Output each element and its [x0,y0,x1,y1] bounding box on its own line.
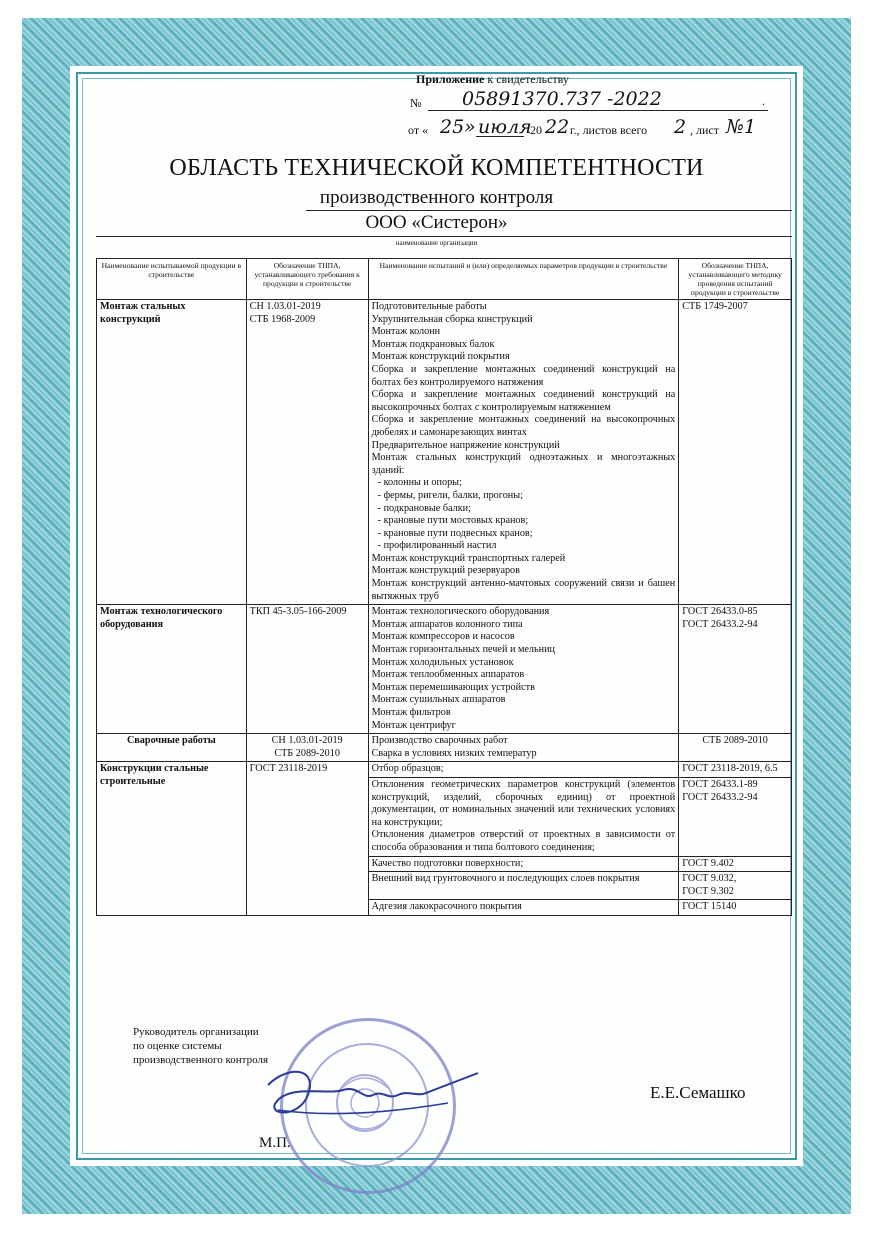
page-title: ОБЛАСТЬ ТЕХНИЧЕСКОЙ КОМПЕТЕНТНОСТИ [169,155,704,181]
role-line: Руководитель организации [133,1026,259,1038]
product-cell: Конструкции стальные строительные [97,762,247,916]
product-cell: Монтаж стальных конструкций [97,300,247,605]
role-line: по оценке системы [133,1040,222,1052]
month-underline [476,136,524,137]
method-item: ГОСТ 26433.1-89 [682,778,758,790]
tnpa-cell: ТКП 45-3.05-166-2009 [246,605,368,734]
test-item: Монтаж горизонтальных печей и мельниц [371,644,556,656]
test-item: Подготовительные работы [371,301,487,312]
date-from: от « [408,123,429,137]
certificate-number: 05891370.737 -2022 [462,88,662,110]
appendix-rest: к свидетельству [487,72,569,86]
tnpa-item: СТБ 1968-2009 [249,313,316,325]
tests-cell [368,300,679,605]
tests-cell [368,605,679,734]
test-item: Монтаж технологического оборудования [371,606,550,618]
test-item: - крановые пути подвесных кранов; [377,527,533,539]
test-item: Монтаж холодильных установок [371,656,514,668]
test-item: Монтаж компрессоров и насосов [371,631,515,643]
sheet-number: №1 [726,116,757,138]
sheet-label: , лист [690,123,719,137]
organization-name: ООО «Систерон» [365,212,508,233]
test-item: Монтаж конструкций транспортных галерей [371,552,566,564]
year-tail: г., листов всего [570,123,648,137]
test-item: Монтаж конструкций резервуаров [371,565,520,577]
tnpa-cell [246,300,368,605]
methods-cell: ГОСТ 9.402 [679,856,792,872]
year-prefix: 20 [530,123,542,137]
test-item: Сварка в условиях низких температур [371,747,537,759]
test-item: Предварительное напряжение конструкций [371,439,560,451]
test-item: Сборка и закрепление монтажных соединений на высокопрочных дюбелях и самонарезающих винтах [371,414,676,438]
organization-caption: наименование организации [395,239,478,247]
table-header-row [97,259,792,300]
test-item: Монтаж фильтров [371,707,451,718]
test-item: Монтаж стальных конструкций одноэтажных и многоэтажных зданий: [371,452,676,476]
number-sign: № [410,96,422,110]
table-row [97,762,792,778]
number-end: . [762,94,765,108]
test-item: Монтаж колонн [371,326,441,338]
test-item: - колонны и опоры; [377,477,462,489]
test-item: Производство сварочных работ [371,735,508,747]
competence-table [96,258,792,916]
method-item: ГОСТ 26433.2-94 [682,791,758,803]
test-item: Сборка и закрепление монтажных соединений конструкций на высокопрочных болтах с контролируемым натяжением [371,389,676,413]
test-item: Монтаж конструкций покрытия [371,351,510,363]
role-line: производственного контроля [133,1054,268,1066]
test-item: Монтаж подкрановых балок [371,338,495,350]
test-item: Монтаж центрифуг [371,719,456,731]
method-item: ГОСТ 26433.2-94 [682,618,758,630]
methods-cell: СТБ 1749-2007 [679,300,792,605]
method-item: ГОСТ 9.032, [682,873,737,885]
date-day: 25 [440,116,465,138]
tests-cell: Отбор образцов; [368,762,679,778]
test-item: - подкрановые балки; [377,502,471,514]
tests-cell: Качество подготовки поверхности; [368,856,679,872]
tests-cell [368,777,679,856]
test-item: - фермы, ригели, балки, прогоны; [377,489,523,501]
method-item: ГОСТ 26433.0-85 [682,606,758,618]
tnpa-cell: ГОСТ 23118-2019 [246,762,368,916]
handwritten-signature [248,1055,498,1145]
tnpa-item: СН 1.03.01-2019 [271,735,343,747]
methods-cell: ГОСТ 23118-2019, 6.5 [679,762,792,778]
header-tnpa: Обозначение ТНПА, устанавливающего требования к продукции в строительстве [246,259,368,300]
table-row [97,300,792,605]
date-line [408,116,768,140]
tnpa-item: СН 1.03.01-2019 [249,301,321,312]
tnpa-item: СТБ 2089-2010 [274,747,340,759]
product-cell: Сварочные работы [97,734,247,762]
test-item: - крановые пути мостовых кранов; [377,515,529,527]
header-tests: Наименование испытаний и (или) определяемых параметров продукции в строительстве [368,259,679,300]
test-item: Отклонения геометрических параметров конструкций (элементов конструкций, изделий, сборочных единиц) от проектной документации, от номинальных значений или технических условиях на конструкции; [371,778,676,828]
table-row [97,734,792,762]
date-day-close: » [464,116,476,138]
test-item: Монтаж аппаратов колонного типа [371,618,523,630]
header-product: Наименование испытываемой продукции в строительстве [97,259,247,300]
certificate-number-line [410,88,770,112]
year-suffix: 22 [545,116,570,138]
methods-cell [679,777,792,856]
seal-place-label: М.П. [259,1135,291,1151]
table-row [97,605,792,734]
test-item: - профилированный настил [377,540,497,552]
organization-underline [96,236,792,237]
appendix-heading [416,72,569,87]
methods-cell [679,872,792,900]
test-item: Сборка и закрепление монтажных соединений конструкций на болтах без контролируемого натяжения [371,363,676,388]
control-type: производственного контроля [319,187,554,208]
header-methods: Обозначение ТНПА, устанавливающего методику проведения испытаний продукции в строительстве [679,259,792,300]
product-cell: Монтаж технологического оборудования [97,605,247,734]
test-item: Укрупнительная сборка конструкций [371,313,533,325]
control-type-underline [306,210,792,211]
methods-cell [679,605,792,734]
methods-cell: ГОСТ 15140 [679,900,792,916]
method-item: ГОСТ 9.302 [682,885,734,897]
date-month: июля [478,116,532,138]
tests-cell [368,734,679,762]
tests-cell: Адгезия лакокрасочного покрытия [368,900,679,916]
test-item: Монтаж теплообменных аппаратов [371,669,525,681]
test-item: Отклонения диаметров отверстий от проектных в зависимости от способа образования и типа болтового соединения; [371,829,676,853]
appendix-label: Приложение [416,72,485,86]
signatory-name: Е.Е.Семашко [650,1083,746,1102]
test-item: Монтаж сушильных аппаратов [371,694,506,706]
test-item: Монтаж перемешивающих устройств [371,681,535,693]
tnpa-cell [246,734,368,762]
sheets-total: 2 [674,116,687,138]
test-item: Монтаж конструкций антенно-мачтовых сооружений связи и башен вытяжных труб [371,578,676,602]
number-underline [428,110,768,111]
tests-cell: Внешний вид грунтовочного и последующих слоев покрытия [368,872,679,900]
methods-cell: СТБ 2089-2010 [679,734,792,762]
